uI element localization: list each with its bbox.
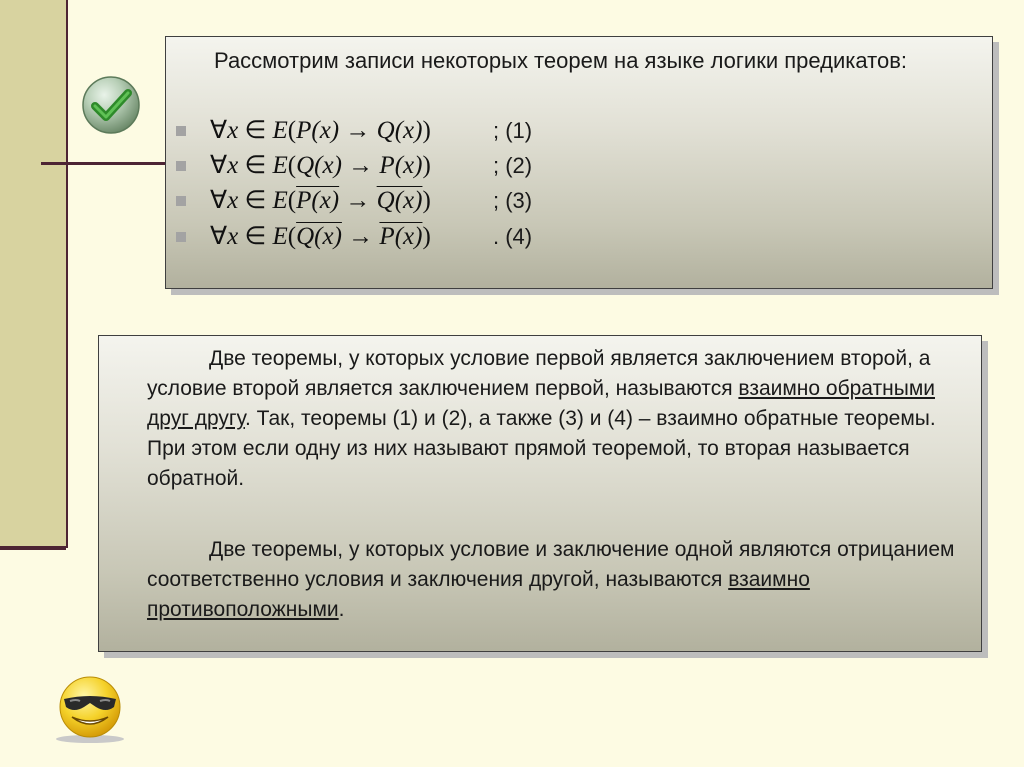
definitions-panel [98,335,982,652]
theorems-panel [165,36,993,289]
consequent-negated: Q(x) [376,187,423,214]
consequent-negated: P(x) [379,223,423,250]
definition-converse: Две теоремы, у которых условие первой является заключением второй, а условие второй является заключением первой, называются взаимно обратными друг другу. Так, теоремы (1) и (2), а также (3) и (4) – взаимно обратные теоремы. При этом если одну из них называют прямой теоремой, то вторая называется обратной. [147,347,936,490]
left-decor-line [66,0,68,548]
smiley-sunglasses-icon[interactable] [50,673,130,745]
formula: ∀x ∈ E(P(x) → Q(x)) [210,117,431,144]
antecedent: P(x) [296,117,340,144]
theorem-label: ; (2) [493,153,533,178]
term-converse: взаимно обратными друг другу [147,377,935,430]
formula: ∀x ∈ E(P(x) → Q(x)) [210,187,431,214]
consequent: Q(x) [376,117,423,144]
antecedent: Q(x) [296,152,342,179]
theorems-intro: Рассмотрим записи некоторых теорем на языке логики предикатов: [214,48,907,73]
formula: ∀x ∈ E(Q(x) → P(x)) [210,223,431,250]
left-decor-strip [0,0,66,548]
term-contrary: взаимно противоположными [147,568,810,621]
bullet-icon [176,196,186,206]
checkmark-icon[interactable] [80,74,142,136]
definition-contrary: Две теоремы, у которых условие и заключение одной являются отрицанием соответственно условия и заключения другой, называются взаимно противоположными. [147,538,955,621]
bullet-icon [176,126,186,136]
consequent: P(x) [379,152,423,179]
antecedent-negated: P(x) [296,187,340,214]
theorem-label: . (4) [493,224,533,249]
theorem-label: ; (3) [493,188,533,213]
theorem-label: ; (1) [493,118,533,143]
left-bottom-rule [0,546,66,550]
connector-rule [41,162,166,165]
bullet-icon [176,232,186,242]
formula: ∀x ∈ E(Q(x) → P(x)) [210,152,431,179]
antecedent-negated: Q(x) [296,223,342,250]
bullet-icon [176,161,186,171]
